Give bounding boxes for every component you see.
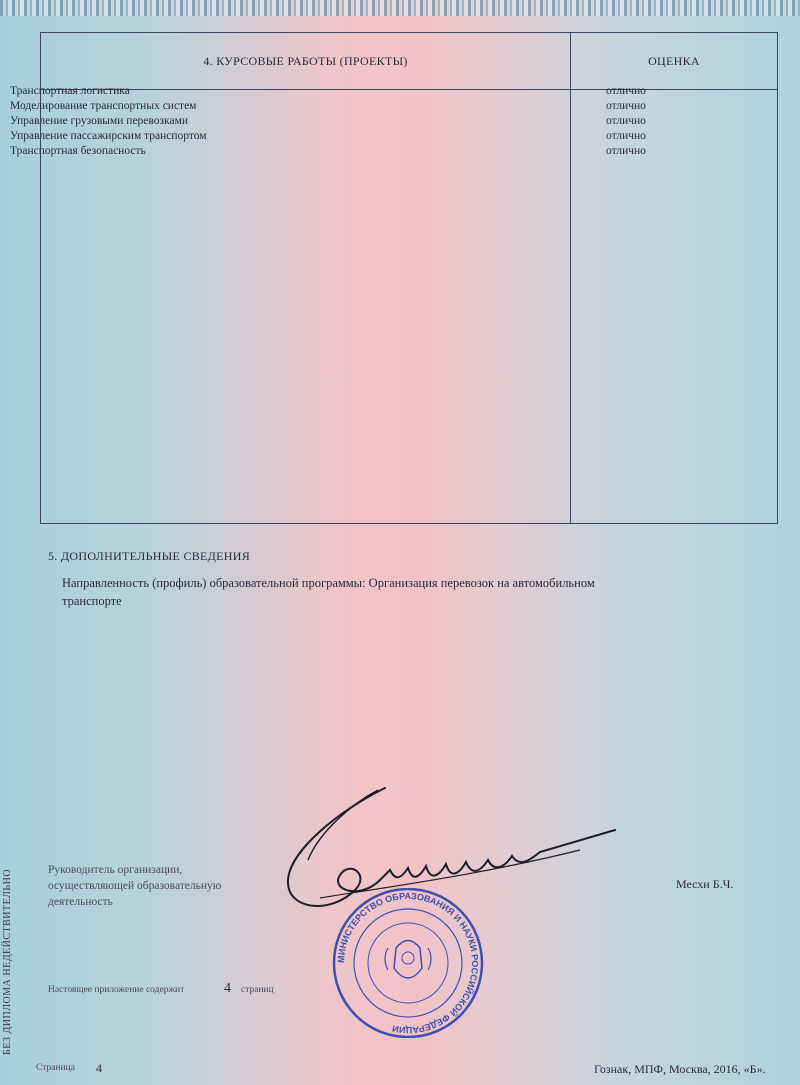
course-name: Транспортная логистика [10, 85, 130, 97]
course-name: Управление грузовыми перевозками [10, 115, 189, 127]
signatory-title-line: Руководитель организации, [48, 864, 183, 876]
pages-note-prefix: Настоящее приложение содержит [48, 985, 185, 995]
signatory-title [48, 862, 288, 910]
table-row [10, 144, 730, 159]
pages-count: 4 [224, 981, 231, 996]
printer-imprint: Гознак, МПФ, Москва, 2016, «Б». [594, 1062, 766, 1076]
course-grade: отлично [606, 130, 646, 142]
table-row [10, 114, 730, 129]
coursework-rows [10, 84, 730, 159]
profile-line-2: транспорте [62, 594, 122, 608]
table-header-courses: 4. КУРСОВЫЕ РАБОТЫ (ПРОЕКТЫ) [203, 54, 408, 68]
course-grade: отлично [606, 115, 646, 127]
course-grade: отлично [606, 145, 646, 157]
signatory-title-line: осуществляющей образовательную [48, 880, 222, 892]
section5-title: 5. ДОПОЛНИТЕЛЬНЫЕ СВЕДЕНИЯ [48, 549, 251, 563]
program-profile [62, 574, 722, 610]
seal-text: МИНИСТЕРСТВО ОБРАЗОВАНИЯ И НАУКИ РОССИЙСКОЙ ФЕДЕРАЦИИ [335, 890, 481, 1036]
table-header-grade: ОЦЕНКА [648, 54, 700, 68]
course-grade: отлично [606, 85, 646, 97]
official-seal [318, 888, 498, 1038]
course-name: Транспортная безопасность [10, 145, 146, 157]
vertical-side-text: БЕЗ ДИПЛОМА НЕДЕЙСТВИТЕЛЬНО [2, 868, 13, 1055]
course-grade: отлично [606, 100, 646, 112]
signatory-name: Месхи Б.Ч. [676, 877, 734, 891]
signatory-title-line: деятельность [48, 896, 113, 908]
table-header-row [41, 33, 777, 90]
svg-text:МИНИСТЕРСТВО ОБРАЗОВАНИЯ И НАУ [336, 891, 480, 1035]
course-name: Моделирование транспортных систем [10, 100, 197, 112]
table-row [10, 84, 730, 99]
course-name: Управление пассажирским транспортом [10, 130, 207, 142]
profile-line-1: Направленность (профиль) образовательной программы: Организация перевозок на автомобильном [62, 576, 595, 590]
table-row [10, 99, 730, 114]
page-label: Страница [36, 1063, 75, 1073]
pages-note-suffix: страниц [241, 985, 274, 995]
table-row [10, 129, 730, 144]
page-number: 4 [96, 1061, 102, 1075]
security-pattern-strip [0, 0, 800, 16]
